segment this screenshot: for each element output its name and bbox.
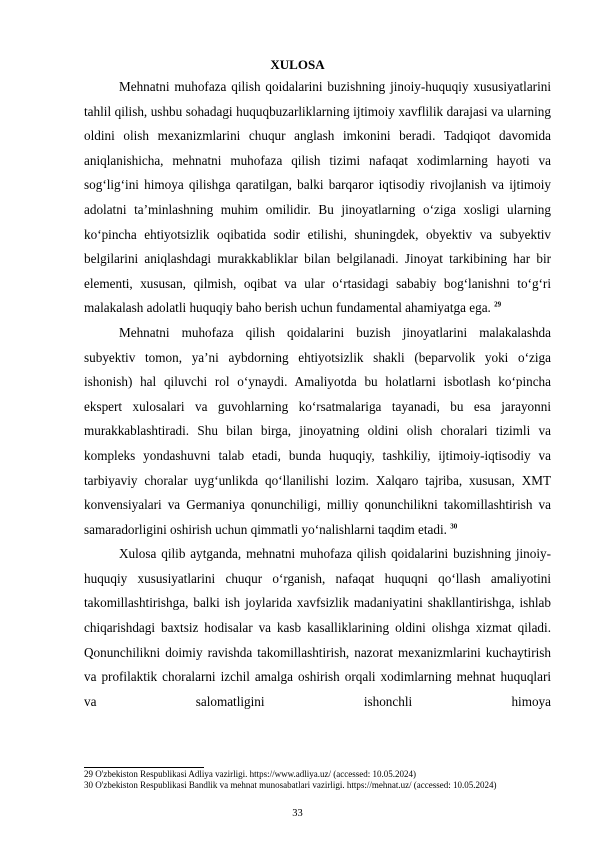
- paragraph-text: Xulosa qilib aytganda, mehnatni muhofaza qilish qoidalarini buzishning jinoiy-huquqiy xususiyatlarini chuqur o‘rganish, nafaqat huquqni qo‘llash amaliyotini takomillashtirishga, balki ish joylarida xavfsizlik madaniyatini shakllantirishga, ishlab chiqarishdagi baxtsiz hodisalar va kasb kasalliklarining oldini olishga xizmat qiladi. Qonunchilikni doimiy ravishda takomillashtirish, nazorat mexanizmlarini kuchaytirish va profilaktik choralarni izchil amalga oshirish orqali xodimlarning mehnat huquqlari va salomatligini ishonchli himoya: [84, 546, 551, 709]
- footnote-reference[interactable]: 30: [450, 522, 458, 531]
- paragraph: [84, 321, 551, 542]
- paragraph: [84, 542, 551, 714]
- body-text: [84, 75, 551, 714]
- section-title: XULOSA: [270, 57, 325, 72]
- footnotes: [84, 769, 551, 791]
- footnote: 30 O'zbekiston Respublikasi Bandlik va mehnat munosabatlari vazirligi. https://mehnat.uz/ (accessed: 10.05.2024): [84, 780, 497, 790]
- footnote: 29 O'zbekiston Respublikasi Adliya vazirligi. https://www.adliya.uz/ (accessed: 10.05.2024): [84, 769, 416, 779]
- paragraph: [84, 75, 551, 321]
- paragraph-text: Mehnatni muhofaza qilish qoidalarini buzish jinoyatlarini malakalashda subyektiv tomon, ya’ni aybdorning ehtiyotsizlik shakli (beparvolik yoki o‘ziga ishonish) hal qiluvchi rol o‘ynaydi. Amaliyotda bu holatlarni isbotlash ko‘pincha ekspert xulosalari va guvohlarning ko‘rsatmalariga tayanadi, bu esa jarayonni murakkablashtiradi. Shu bilan birga, jinoyatning oldini olish choralari tizimli va kompleks yondashuvni talab etadi, bunda huquqiy, tashkiliy, ijtimoiy-iqtisodiy va tarbiyaviy choralar uyg‘unlikda qo‘llanilishi lozim. Xalqaro tajriba, xususan, XMT konvensiyalari va Germaniya qonunchiligi, milliy qonunchilikni takomillashtirish va samaradorligini oshirish uchun qimmatli yo‘nalishlarni taqdim etadi.: [84, 324, 551, 537]
- footnote-divider: [84, 767, 204, 768]
- paragraph-text: Mehnatni muhofaza qilish qoidalarini buzishning jinoiy-huquqiy xususiyatlarini tahlil qilish, ushbu sohadagi huquqbuzarliklarning ijtimoiy xavflilik darajasi va ularning oldini olish mexanizmlarini chuqur anglash imkonini beradi. Tadqiqot davomida aniqlanishicha, mehnatni muhofaza qilish tizimi nafaqat xodimlarning hayoti va sog‘lig‘ini himoya qilishga qaratilgan, balki barqaror iqtisodiy rivojlanish va ijtimoiy adolatni ta’minlashning muhim omilidir. Bu jinoyatlarning o‘ziga xosligi ularning ko‘pincha ehtiyotsizlik oqibatida sodir etilishi, shuningdek, obyektiv va subyektiv belgilarini aniqlashdagi murakkabliklar bilan belgilanadi. Jinoyat tarkibining har bir elementi, xususan, qilmish, oqibat va ular o‘rtasidagi sababiy bog‘lanishni to‘g‘ri malakalash adolatli huquqiy baho berish uchun fundamental ahamiyatga ega.: [84, 79, 551, 316]
- footnote-reference[interactable]: 29: [494, 300, 502, 309]
- page-number: 33: [292, 808, 303, 819]
